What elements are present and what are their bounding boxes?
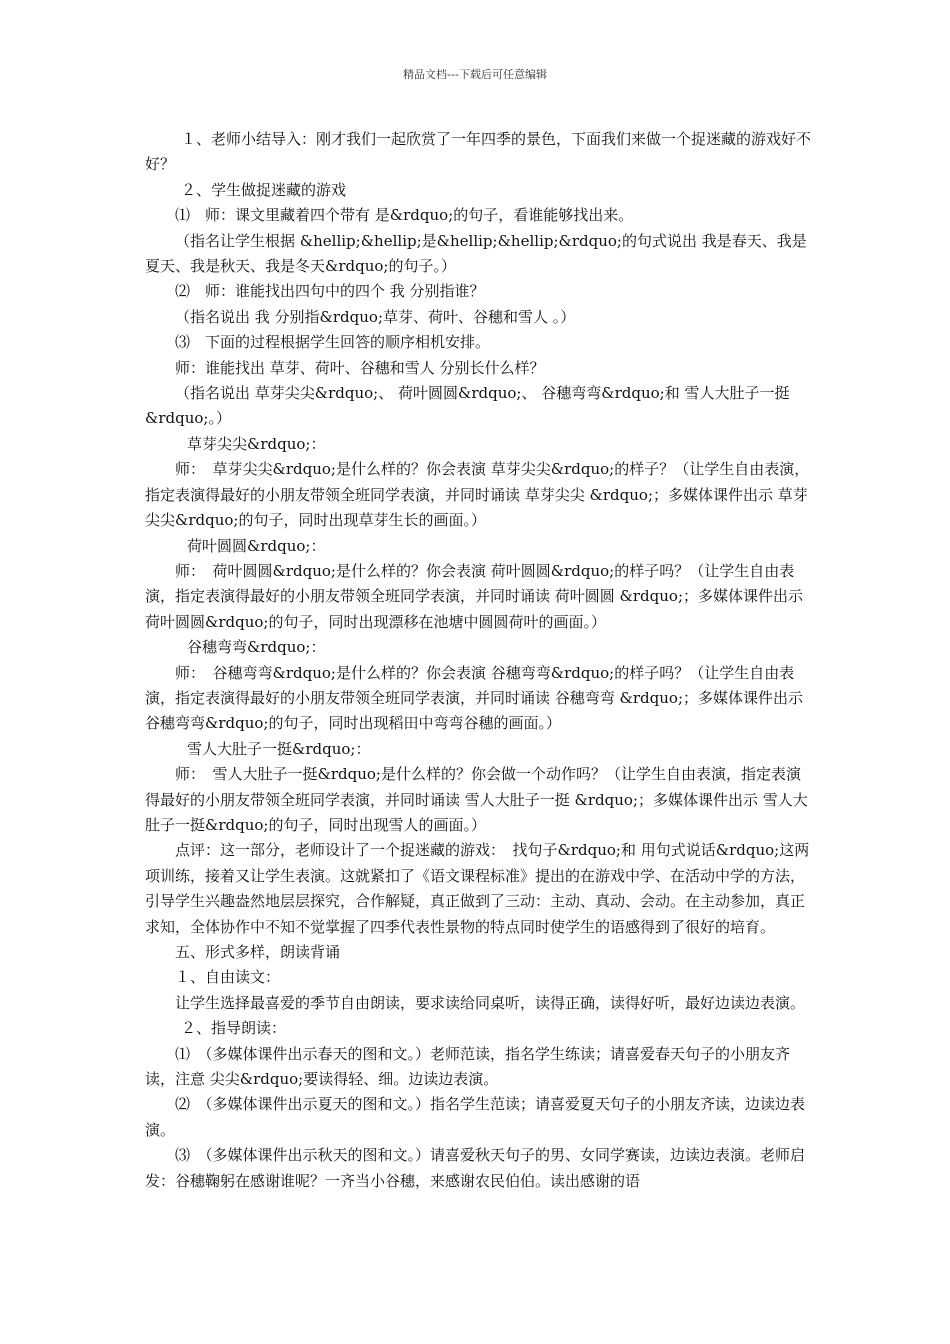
paragraph: 草芽尖尖&rdquo;：	[187, 434, 326, 453]
paragraph: 五、形式多样，朗读背诵	[175, 943, 341, 961]
paragraph: （指名说出 草芽尖尖&rdquo;、 荷叶圆圆&rdquo;、 谷穗弯弯&rdquo;和 雪人大肚子一挺&rdquo;。）	[145, 384, 790, 428]
paragraph: 让学生选择最喜爱的季节自由朗读，要求读给同桌听，读得正确，读得好听，最好边读边表演。	[175, 993, 806, 1012]
paragraph: ⑴ （多媒体课件出示春天的图和文。）老师范读，指名学生练读；请喜爱春天句子的小朋友齐读，注意 尖尖&rdquo;要读得轻、细。边读边表演。	[145, 1044, 791, 1089]
paragraph: １、自由读文：	[175, 968, 281, 987]
paragraph: １、老师小结导入：刚才我们一起欣赏了一年四季的景色，下面我们来做一个捉迷藏的游戏好不好？	[145, 130, 812, 174]
paragraph: 谷穗弯弯&rdquo;：	[187, 638, 326, 657]
paragraph: 师： 荷叶圆圆&rdquo;是什么样的？你会表演 荷叶圆圆&rdquo;的样子吗？（让学生自由表演，指定表演得最好的小朋友带领全班同学表演，并同时诵读 荷叶圆圆 &rdquo;；多媒体课件出示 荷叶圆圆&rdquo;的句子，同时出现漂移在池塘中圆圆荷叶的画面。）	[145, 561, 804, 631]
paragraph: 师： 谷穗弯弯&rdquo;是什么样的？你会表演 谷穗弯弯&rdquo;的样子吗？（让学生自由表演，指定表演得最好的小朋友带领全班同学表演，并同时诵读 谷穗弯弯 &rdquo;；多媒体课件出示 谷穗弯弯&rdquo;的句子，同时出现稻田中弯弯谷穗的画面。）	[145, 663, 804, 733]
paragraph: ⑶ 下面的过程根据学生回答的顺序相机安排。	[175, 333, 491, 352]
paragraph: 雪人大肚子一挺&rdquo;：	[187, 739, 371, 758]
document-body	[145, 127, 813, 1194]
paragraph: ⑵ 师：谁能找出四句中的四个 我 分别指谁？	[175, 282, 485, 301]
paragraph: 师： 草芽尖尖&rdquo;是什么样的？你会表演 草芽尖尖&rdquo;的样子？（让学生自由表演，指定表演得最好的小朋友带领全班同学表演，并同时诵读 草芽尖尖 &rdquo;；多媒体课件出示 草芽尖尖&rdquo;的句子，同时出现草芽生长的画面。）	[145, 460, 810, 530]
paragraph: 点评：这一部分，老师设计了一个捉迷藏的游戏： 找句子&rdquo;和 用句式说话&rdquo;这两项训练，接着又让学生表演。这就紧扣了《语文课程标准》提出的在游戏中学、在活动中学的方法，引导学生兴趣盎然地层层探究，合作解疑，真正做到了三动：主动、真动、会动。在主动参加，真正求知，全体协作中不知不觉掌握了四季代表性景物的特点同时使学生的语感得到了很好的培育。	[145, 841, 810, 936]
paragraph: ⑵ （多媒体课件出示夏天的图和文。）指名学生范读；请喜爱夏天句子的小朋友齐读，边读边表演。	[145, 1095, 806, 1139]
paragraph: （指名让学生根据 &hellip;&hellip;是&hellip;&hellip;&rdquo;的句式说出 我是春天、我是夏天、我是秋天、我是冬天&rdquo;的句子。）	[145, 231, 807, 276]
paragraph: 师： 雪人大肚子一挺&rdquo;是什么样的？你会做一个动作吗？（让学生自由表演，指定表演得最好的小朋友带领全班同学表演，并同时诵读 雪人大肚子一挺 &rdquo;；多媒体课件出示 雪人大肚子一挺&rdquo;的句子，同时出现雪人的画面。）	[145, 765, 808, 834]
paragraph: （指名说出 我 分别指&rdquo;草芽、荷叶、谷穗和雪人 。）	[175, 307, 576, 326]
paragraph: ２、指导朗读：	[181, 1019, 287, 1038]
paragraph: ⑶ （多媒体课件出示秋天的图和文。）请喜爱秋天句子的男、女同学赛读，边读边表演。老师启发：谷穗鞠躬在感谢谁呢？一齐当小谷穗，来感谢农民伯伯。读出感谢的语	[145, 1146, 806, 1190]
page-header: 精品文档---下载后可任意编辑	[403, 68, 547, 81]
paragraph: 师：谁能找出 草芽、荷叶、谷穗和雪人 分别长什么样？	[175, 358, 545, 377]
paragraph: ⑴ 师：课文里藏着四个带有 是&rdquo;的句子，看谁能够找出来。	[175, 206, 634, 225]
paragraph: 荷叶圆圆&rdquo;：	[187, 536, 326, 555]
paragraph: ２、学生做捉迷藏的游戏	[181, 180, 347, 199]
